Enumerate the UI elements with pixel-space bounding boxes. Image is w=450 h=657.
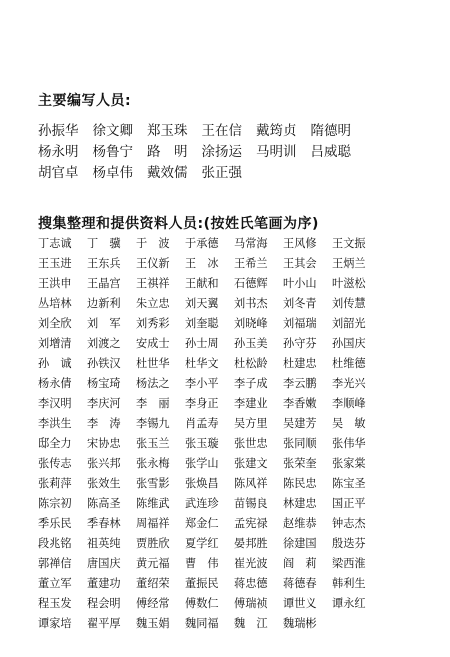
name-row: [38, 255, 428, 275]
person-name: 李顺峰: [332, 397, 366, 410]
person-name: 刘渡之: [87, 337, 121, 350]
person-name: 吴方里: [234, 417, 268, 430]
contributors-list: [38, 235, 428, 635]
name-row: [38, 275, 428, 295]
person-name: 李建业: [234, 397, 268, 410]
person-name: 李 涛: [87, 417, 121, 430]
person-name: 李洪生: [38, 417, 72, 430]
person-name: 王炳兰: [332, 257, 366, 270]
person-name: 杨永明: [38, 144, 79, 160]
person-name: 张建文: [234, 457, 268, 470]
person-name: 李汉明: [38, 397, 72, 410]
person-name: 杜维德: [332, 357, 366, 370]
person-name: 石德辉: [234, 277, 268, 290]
person-name: 孙守芬: [283, 337, 317, 350]
person-name: 李锡九: [136, 417, 170, 430]
person-name: 黄元福: [136, 557, 170, 570]
person-name: 刘书杰: [234, 297, 268, 310]
name-row: [38, 315, 428, 335]
person-name: 武连珍: [185, 497, 219, 510]
person-name: 魏玉娟: [136, 617, 170, 630]
person-name: 程会明: [87, 597, 121, 610]
person-name: 谭世义: [283, 597, 317, 610]
person-name: 王仪新: [136, 257, 170, 270]
person-name: 孙振华: [38, 123, 79, 139]
person-name: 曹 伟: [185, 557, 219, 570]
person-name: 叶滋松: [332, 277, 366, 290]
person-name: 孙玉美: [234, 337, 268, 350]
person-name: 刘全欣: [38, 317, 72, 330]
person-name: 刘福瑞: [283, 317, 317, 330]
name-row: [38, 475, 428, 495]
person-name: 陈维武: [136, 497, 170, 510]
name-row: [38, 355, 428, 375]
person-name: 郑玉珠: [147, 123, 188, 139]
person-name: 张传志: [38, 457, 72, 470]
name-row: [38, 295, 428, 315]
person-name: 刘 军: [87, 317, 121, 330]
person-name: 王洪申: [38, 277, 72, 290]
person-name: 蒋德春: [283, 577, 317, 590]
person-name: 孙铁汉: [87, 357, 121, 370]
person-name: 杜世华: [136, 357, 170, 370]
person-name: 戴效儒: [147, 165, 188, 181]
person-name: 王 冰: [185, 257, 219, 270]
person-name: 孙 诚: [38, 357, 72, 370]
person-name: 梁西淮: [332, 557, 366, 570]
person-name: 杜松龄: [234, 357, 268, 370]
person-name: 魏瑞彬: [283, 617, 317, 630]
person-name: 杨卓伟: [92, 165, 133, 181]
person-name: 李身正: [185, 397, 219, 410]
person-name: 邸全力: [38, 437, 72, 450]
person-name: 张玉兰: [136, 437, 170, 450]
person-name: 刘冬青: [283, 297, 317, 310]
person-name: 刘韶光: [332, 317, 366, 330]
name-row: [38, 140, 438, 161]
person-name: 张永梅: [136, 457, 170, 470]
name-row: [38, 435, 428, 455]
person-name: 杜华文: [185, 357, 219, 370]
person-name: 谭家培: [38, 617, 72, 630]
person-name: 王在信: [201, 123, 242, 139]
name-row: [38, 555, 428, 575]
name-row: [38, 235, 428, 255]
person-name: 阎 莉: [283, 557, 317, 570]
person-name: 张伟华: [332, 437, 366, 450]
person-name: 郭禅信: [38, 557, 72, 570]
person-name: 李云鹏: [283, 377, 317, 390]
person-name: 董立军: [38, 577, 72, 590]
person-name: 张世忠: [234, 437, 268, 450]
person-name: 张荣奎: [283, 457, 317, 470]
person-name: 杨鲁宁: [92, 144, 133, 160]
person-name: 谭永红: [332, 597, 366, 610]
person-name: 朱立忠: [136, 297, 170, 310]
person-name: 刘秀彩: [136, 317, 170, 330]
person-name: 钟志杰: [332, 517, 366, 530]
person-name: 傅数仁: [185, 597, 219, 610]
person-name: 陈宗初: [38, 497, 72, 510]
person-name: 蒋忠德: [234, 577, 268, 590]
person-name: 李子成: [234, 377, 268, 390]
person-name: 董振民: [185, 577, 219, 590]
person-name: 张学山: [185, 457, 219, 470]
person-name: 张玉璇: [185, 437, 219, 450]
person-name: 张雪影: [136, 477, 170, 490]
person-name: 王东兵: [87, 257, 121, 270]
person-name: 陈宝圣: [332, 477, 366, 490]
person-name: 张家棠: [332, 457, 366, 470]
person-name: 叶小山: [283, 277, 317, 290]
name-row: [38, 119, 438, 140]
person-name: 吕威聪: [310, 144, 351, 160]
person-name: 周福祥: [136, 517, 170, 530]
person-name: 杨宝琦: [87, 377, 121, 390]
person-name: 殷迭芬: [332, 537, 366, 550]
name-row: [38, 615, 428, 635]
person-name: 宋协忠: [87, 437, 121, 450]
name-row: [38, 161, 438, 182]
person-name: 马明训: [256, 144, 297, 160]
person-name: 程玉发: [38, 597, 72, 610]
name-row: [38, 395, 428, 415]
person-name: 吴建芳: [283, 417, 317, 430]
name-row: [38, 535, 428, 555]
person-name: 晏邦胜: [234, 537, 268, 550]
person-name: 崔光波: [234, 557, 268, 570]
person-name: 张同顺: [283, 437, 317, 450]
person-name: 魏 江: [234, 617, 268, 630]
person-name: 杨永倩: [38, 377, 72, 390]
person-name: 吴 敏: [332, 417, 366, 430]
person-name: 胡官卓: [38, 165, 79, 181]
person-name: 丁 骥: [87, 237, 121, 250]
name-row: [38, 455, 428, 475]
person-name: 陈风祥: [234, 477, 268, 490]
person-name: 韩利生: [332, 577, 366, 590]
person-name: 刘奎聪: [185, 317, 219, 330]
person-name: 安成士: [136, 337, 170, 350]
person-name: 苗锡良: [234, 497, 268, 510]
person-name: 李小平: [185, 377, 219, 390]
person-name: 董绍荣: [136, 577, 170, 590]
person-name: 戴筠贞: [256, 123, 297, 139]
person-name: 季春林: [87, 517, 121, 530]
name-row: [38, 415, 428, 435]
person-name: 孙国庆: [332, 337, 366, 350]
person-name: 于承德: [185, 237, 219, 250]
person-name: 王献和: [185, 277, 219, 290]
person-name: 肖孟寿: [185, 417, 219, 430]
person-name: 郑金仁: [185, 517, 219, 530]
main-editors-heading: 主要编写人员:: [38, 93, 132, 109]
person-name: 王希兰: [234, 257, 268, 270]
person-name: 丁志诚: [38, 237, 72, 250]
person-name: 李香嫩: [283, 397, 317, 410]
person-name: 边新利: [87, 297, 121, 310]
person-name: 张兴邦: [87, 457, 121, 470]
person-name: 陈民忠: [283, 477, 317, 490]
person-name: 李光兴: [332, 377, 366, 390]
person-name: 国正平: [332, 497, 366, 510]
person-name: 祖英纯: [87, 537, 121, 550]
person-name: 徐建国: [283, 537, 317, 550]
person-name: 孙士周: [185, 337, 219, 350]
person-name: 徐文卿: [92, 123, 133, 139]
name-row: [38, 335, 428, 355]
person-name: 张效生: [87, 477, 121, 490]
person-name: 翟平厚: [87, 617, 121, 630]
person-name: 王风修: [283, 237, 317, 250]
person-name: 刘增清: [38, 337, 72, 350]
person-name: 王晶宫: [87, 277, 121, 290]
person-name: 董建功: [87, 577, 121, 590]
name-row: [38, 495, 428, 515]
name-row: [38, 595, 428, 615]
person-name: 张莉萍: [38, 477, 72, 490]
person-name: 王其会: [283, 257, 317, 270]
person-name: 丛培林: [38, 297, 72, 310]
person-name: 王玉进: [38, 257, 72, 270]
person-name: 隋德明: [310, 123, 351, 139]
person-name: 路 明: [147, 144, 188, 160]
person-name: 马常海: [234, 237, 268, 250]
person-name: 唐国庆: [87, 557, 121, 570]
contributors-heading: 搜集整理和提供资料人员:(按姓氏笔画为序): [38, 216, 319, 232]
person-name: 段兆铭: [38, 537, 72, 550]
main-editors-list: [38, 119, 438, 182]
person-name: 魏同福: [185, 617, 219, 630]
person-name: 李 丽: [136, 397, 170, 410]
person-name: 刘传慧: [332, 297, 366, 310]
person-name: 刘晓峰: [234, 317, 268, 330]
person-name: 林建忠: [283, 497, 317, 510]
person-name: 季乐民: [38, 517, 72, 530]
person-name: 贾胜欣: [136, 537, 170, 550]
person-name: 赵维恭: [283, 517, 317, 530]
name-row: [38, 575, 428, 595]
person-name: 于 波: [136, 237, 170, 250]
person-name: 傅瑞祯: [234, 597, 268, 610]
name-row: [38, 515, 428, 535]
person-name: 孟宪禄: [234, 517, 268, 530]
name-row: [38, 375, 428, 395]
person-name: 王祺祥: [136, 277, 170, 290]
person-name: 张焕昌: [185, 477, 219, 490]
person-name: 刘天翼: [185, 297, 219, 310]
person-name: 涂扬运: [201, 144, 242, 160]
person-name: 夏学红: [185, 537, 219, 550]
person-name: 杨法之: [136, 377, 170, 390]
person-name: 陈高圣: [87, 497, 121, 510]
person-name: 王文振: [332, 237, 366, 250]
person-name: 李庆河: [87, 397, 121, 410]
person-name: 傅经常: [136, 597, 170, 610]
person-name: 张正强: [201, 165, 242, 181]
person-name: 杜建忠: [283, 357, 317, 370]
